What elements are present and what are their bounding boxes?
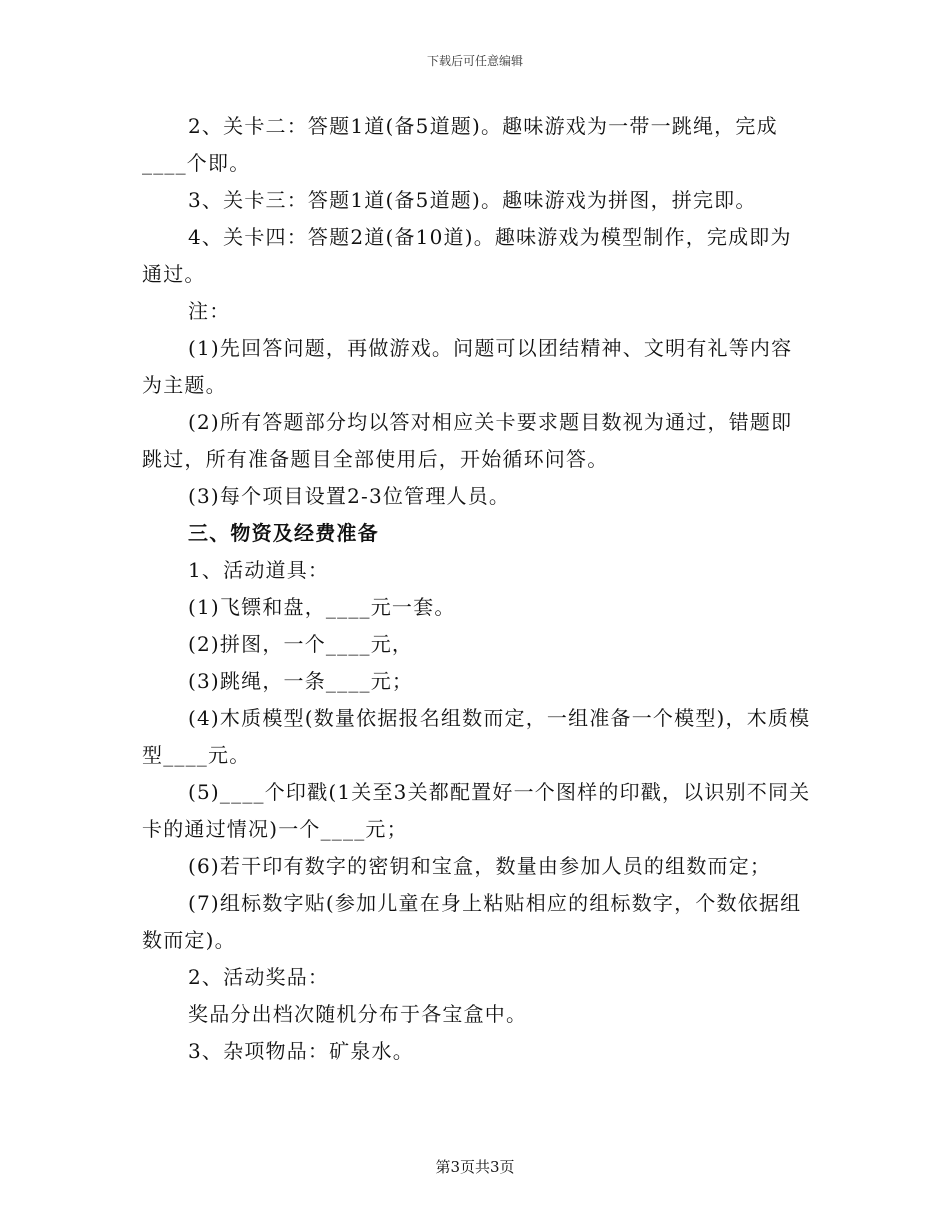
- section-heading-materials: 三、物资及经费准备: [188, 521, 379, 545]
- paragraph-prop-3: (3)跳绳，一条____元；: [188, 669, 414, 693]
- paragraph-note-1: (1)先回答问题，再做游戏。问题可以团结精神、文明有礼等内容为主题。: [142, 336, 793, 397]
- paragraph-prop-7: (7)组标数字贴(参加儿童在身上粘贴相应的组标数字，个数依据组数而定)。: [142, 891, 802, 952]
- paragraph-prizes-title: 2、活动奖品：: [188, 965, 330, 989]
- page-header: 下载后可任意编辑: [426, 54, 523, 68]
- paragraph-prop-5: (5)____个印戳(1关至3关都配置好一个图样的印戳，以识别不同关卡的通过情况)一个____元；: [142, 780, 811, 841]
- paragraph-note-2: (2)所有答题部分均以答对相应关卡要求题目数视为通过，错题即跳过，所有准备题目全部使用后，开始循环问答。: [142, 410, 793, 471]
- paragraph-prop-1: (1)飞镖和盘，____元一套。: [188, 595, 456, 619]
- paragraph-prop-4: (4)木质模型(数量依据报名组数而定，一组准备一个模型)，木质模型____元。: [142, 706, 811, 767]
- document-body: [142, 108, 812, 1070]
- paragraph-prop-2: (2)拼图，一个____元，: [188, 632, 414, 656]
- paragraph-stage-two: 2、关卡二：答题1道(备5道题)。趣味游戏为一带一跳绳，完成____个即。: [142, 114, 778, 175]
- paragraph-prizes-desc: 奖品分出档次随机分布于各宝盒中。: [188, 1002, 528, 1026]
- paragraph-prop-6: (6)若干印有数字的密钥和宝盒，数量由参加人员的组数而定；: [188, 854, 772, 878]
- page-footer: 第3页共3页: [435, 1158, 515, 1176]
- paragraph-note-3: (3)每个项目设置2-3位管理人员。: [188, 484, 511, 508]
- paragraph-props-title: 1、活动道具：: [188, 558, 330, 582]
- paragraph-note-label: 注：: [188, 299, 231, 323]
- paragraph-misc: 3、杂项物品：矿泉水。: [188, 1039, 414, 1063]
- paragraph-stage-three: 3、关卡三：答题1道(备5道题)。趣味游戏为拼图，拼完即。: [188, 188, 757, 212]
- paragraph-stage-four: 4、关卡四：答题2道(备10道)。趣味游戏为模型制作，完成即为通过。: [142, 225, 792, 286]
